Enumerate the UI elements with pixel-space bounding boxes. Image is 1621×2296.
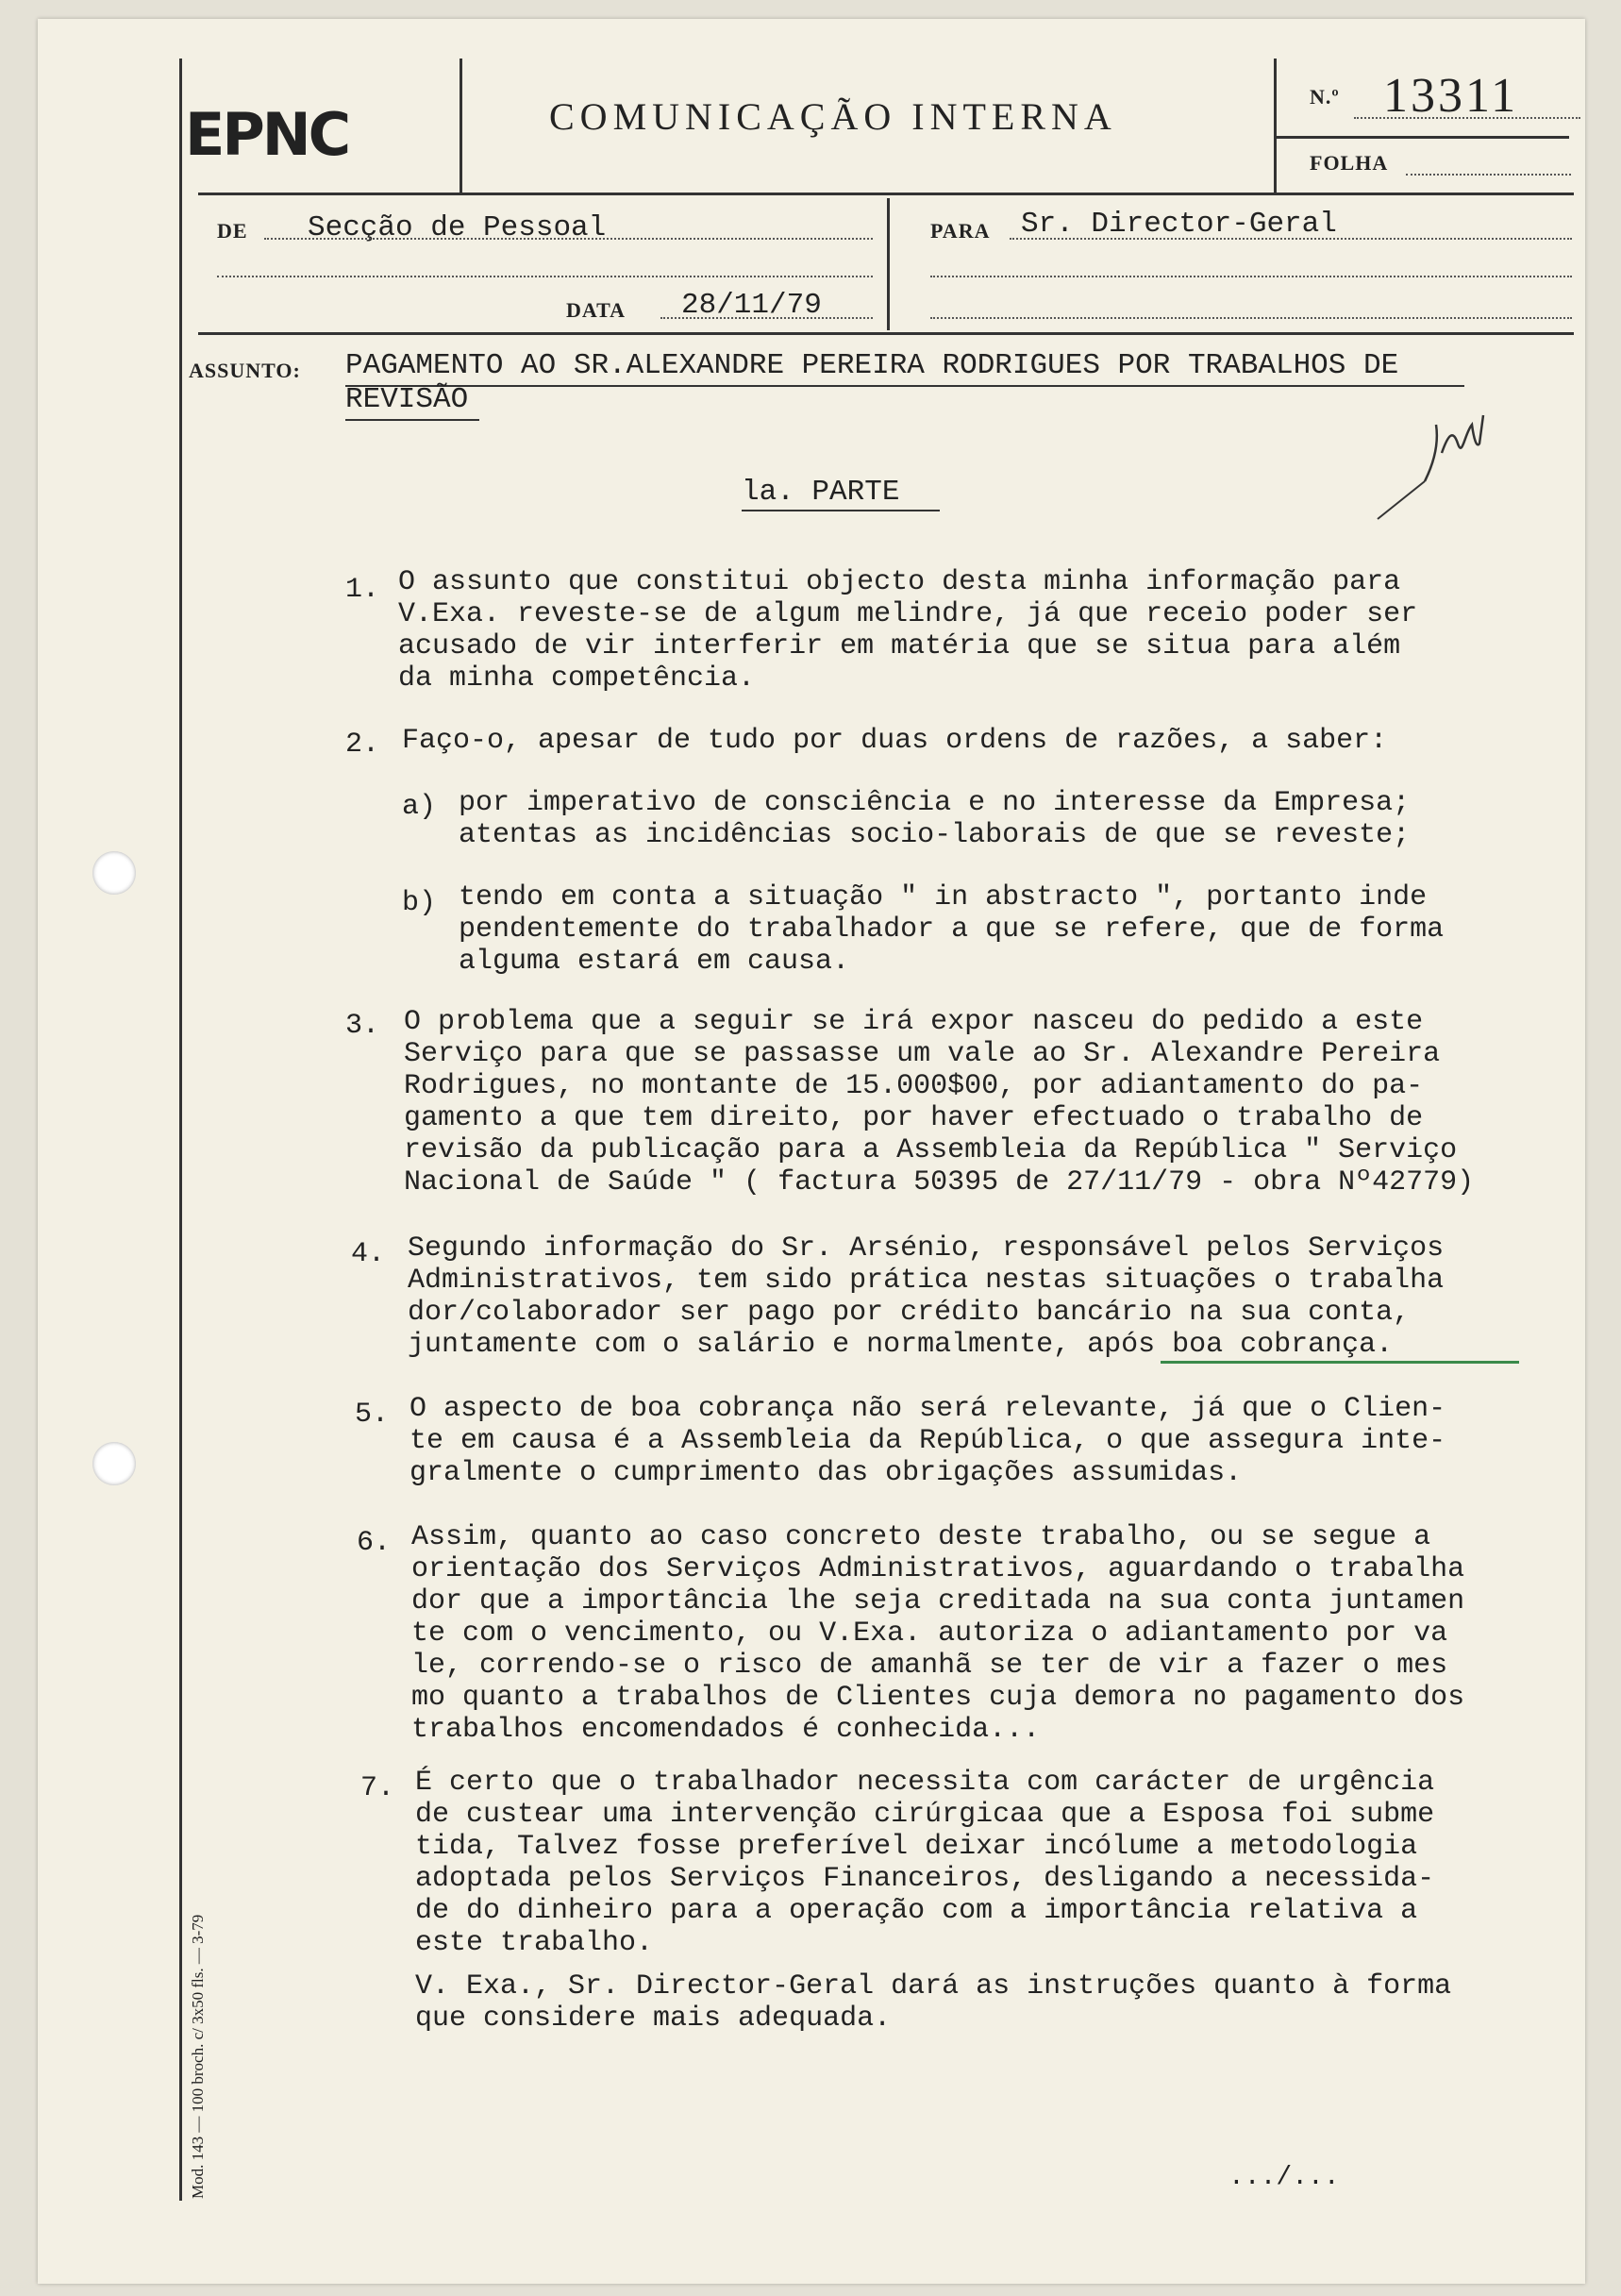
item-6-text: Assim, quanto ao caso concreto deste trabalho, ou se segue a orientação dos Serviços Administrativos, aguardando o trabalha dor que a importância lhe seja creditada na sua conta juntamen te com o vencimento, ou V.Exa. autoriza o adiantamento por va le, correndo-se o risco de amanhã se ter de vir a fazer o mes mo quanto a trabalhos de Clientes cuja demora no pagamento dos trabalhos encomendados é conhecida... — [411, 1521, 1465, 1746]
item-6-number: 6. — [357, 1527, 392, 1559]
section-title-underline — [742, 510, 940, 511]
item-a-text: por imperativo de consciência e no interesse da Empresa; atentas as incidências socio-laborais de que se reveste; — [459, 787, 1411, 851]
assunto-line-1: PAGAMENTO AO SR.ALEXANDRE PEREIRA RODRIGUES POR TRABALHOS DE — [345, 349, 1399, 382]
data-label: DATA — [566, 298, 627, 322]
handwritten-green-underline — [1161, 1361, 1519, 1364]
para-dots — [1010, 238, 1572, 240]
item-b-number: b) — [402, 887, 437, 919]
item-a-number: a) — [402, 791, 437, 823]
folha-label: FOLHA — [1310, 151, 1389, 175]
fields-bottom-rule — [198, 332, 1574, 335]
de-value: Secção de Pessoal — [308, 211, 607, 244]
section-title: la. PARTE — [742, 476, 900, 509]
punch-hole-top — [92, 851, 136, 895]
folha-dots — [1406, 174, 1571, 176]
header-divider-right — [1274, 59, 1277, 193]
item-b-text: tendo em conta a situação " in abstracto ", portanto inde pendentemente do trabalhador a que se refere, que de forma alguma estará em causa. — [459, 881, 1445, 978]
item-5-text: O aspecto de boa cobrança não será relevante, já que o Clien- te em causa é a Assembleia da República, o que assegura inte- gralmente o cumprimento das obrigações assumidas. — [409, 1393, 1446, 1489]
assunto-line-2: REVISÃO — [345, 383, 469, 416]
continuation-mark: .../... — [1228, 2163, 1340, 2192]
assunto-underline-2 — [345, 419, 479, 421]
fields-divider — [887, 198, 890, 330]
item-4-text: Segundo informação do Sr. Arsénio, responsável pelos Serviços Administrativos, tem sido prática nestas situações o trabalha dor/colaborador ser pago por crédito bancário na sua conta, juntamente com o salário e normalmente, após boa cobrança. — [408, 1232, 1445, 1361]
header-divider-left — [460, 59, 462, 193]
item-5-number: 5. — [355, 1399, 390, 1431]
closing-paragraph: V. Exa., Sr. Director-Geral dará as instruções quanto à forma que considere mais adequada. — [415, 1970, 1452, 2035]
data-dots — [660, 317, 873, 319]
form-model-note: Mod. 143 — 100 broch. c/ 3x50 fls. — 3-79 — [189, 1914, 207, 2199]
left-margin-rule — [179, 59, 182, 2201]
de-dots — [264, 238, 873, 240]
item-2-text: Faço-o, apesar de tudo por duas ordens de razões, a saber: — [402, 725, 1388, 757]
document-title: COMUNICAÇÃO INTERNA — [549, 95, 1117, 138]
number-label: N.º — [1310, 85, 1340, 109]
para-dots-2 — [930, 276, 1572, 277]
para-label: PARA — [930, 219, 991, 243]
para-dots-3 — [930, 317, 1572, 319]
punch-hole-bottom — [92, 1442, 136, 1485]
item-3-text: O problema que a seguir se irá expor nasceu do pedido a este Serviço para que se passasse um vale ao Sr. Alexandre Pereira Rodrigues, no montante de 15.000$00, por adiantamento do pa- gamento a que tem direito, por haver efectuado o trabalho de revisão da publicação para a Assembleia da República " Serviço Nacional de Saúde " ( factura 50395 de 27/11/79 - obra Nº42779) — [404, 1006, 1475, 1198]
number-dots — [1354, 117, 1580, 119]
assunto-underline-1 — [345, 385, 1464, 387]
item-1-text: O assunto que constitui objecto desta minha informação para V.Exa. reveste-se de algum melindre, já que receio poder ser acusado de vir interferir em matéria que se situa para além da minha competência. — [398, 566, 1418, 695]
item-7-number: 7. — [360, 1772, 395, 1804]
number-underline — [1277, 136, 1569, 139]
item-2-number: 2. — [345, 729, 380, 761]
data-value: 28/11/79 — [681, 289, 822, 322]
header-bottom-rule — [198, 193, 1574, 195]
para-value: Sr. Director-Geral — [1021, 208, 1337, 241]
item-4-number: 4. — [351, 1238, 386, 1270]
document-page — [38, 19, 1585, 2284]
de-dots-2 — [217, 276, 873, 277]
de-label: DE — [217, 219, 248, 243]
item-7-text: É certo que o trabalhador necessita com carácter de urgência de custear uma intervenção cirúrgicaa que a Esposa foi subme tida, Talvez fosse preferível deixar incólume a metodologia adoptada pelos Serviços Financeiros, desligando a necessida- de do dinheiro para a operação com a importância relativa a este trabalho. — [415, 1767, 1435, 1959]
document-number: 13311 — [1383, 69, 1519, 123]
company-logo: EPNC — [185, 100, 349, 169]
assunto-label: ASSUNTO: — [189, 359, 301, 382]
item-3-number: 3. — [345, 1010, 380, 1042]
item-1-number: 1. — [345, 574, 380, 606]
handwritten-initials — [1368, 387, 1510, 528]
